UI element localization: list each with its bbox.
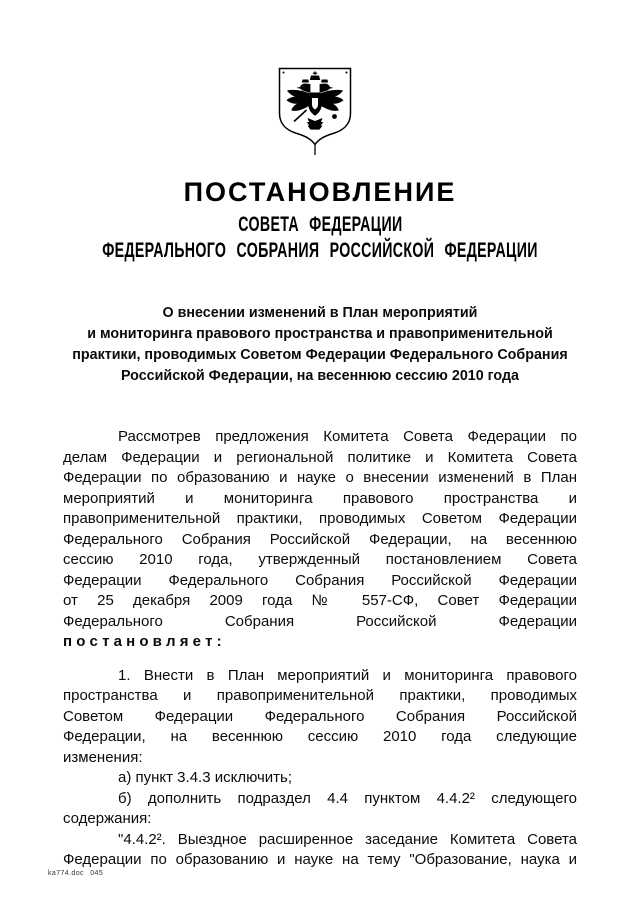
text-line: Федерального Собрания Российской Федерации	[63, 612, 577, 630]
org-name-line-2-text: ФЕДЕРАЛЬНОГО СОБРАНИЯ РОССИЙСКОЙ ФЕДЕРАЦИИ	[102, 238, 538, 262]
text-line: Советом Федерации Федерального Собрания Российской	[63, 707, 577, 725]
file-reference-note: ka774.doc 045	[48, 870, 104, 877]
text-line: Федерации по образованию и науке на тему "Образование, наука и	[63, 851, 577, 868]
coat-of-arms	[277, 66, 353, 158]
org-name-line-1	[0, 212, 640, 236]
double-headed-eagle-icon	[277, 66, 353, 158]
text-line: делам Федерации и региональной политике и Комитета Совета	[63, 448, 577, 466]
text-line: и мониторинга правового пространства и правоприменительной	[87, 326, 553, 342]
text-line: Федерального Собрания Российской Федерации, на весеннюю	[63, 530, 577, 548]
text-line: О внесении изменений в План мероприятий	[162, 305, 478, 321]
text-line: изменения:	[63, 748, 143, 766]
subclause-a-paragraph	[63, 768, 577, 789]
resolves-keyword: п о с т а н о в л я е т :	[63, 633, 222, 650]
text-line: 1. Внести в План мероприятий и мониторинга правового	[118, 666, 577, 684]
text-line: а) пункт 3.4.3 исключить;	[118, 769, 293, 786]
inserted-item-paragraph	[63, 830, 577, 871]
text-line: практики, проводимых Советом Федерации Федерального Собрания	[72, 347, 568, 363]
text-line: от 25 декабря 2009 года № 557-СФ, Совет Федерации	[63, 592, 577, 609]
text-line: Федерации, на весеннюю сессию 2010 года следующие	[63, 728, 577, 745]
subclause-b-paragraph	[63, 789, 577, 830]
document-kind-heading: ПОСТАНОВЛЕНИЕ	[183, 177, 457, 207]
text-line: Федерации по образованию и науке о внесении изменений в План	[63, 469, 577, 486]
text-line: б) дополнить подраздел 4.4 пунктом 4.4.2² следующего	[118, 789, 577, 807]
preamble-paragraph	[63, 427, 577, 653]
text-line: "4.4.2². Выездное расширенное заседание Комитета Совета	[118, 830, 577, 848]
preamble-lines	[63, 427, 577, 632]
text-line: содержания:	[63, 810, 152, 827]
text-line: правоприменительной практики, проводимых Советом Федерации	[63, 510, 577, 527]
org-name-line-1-text: СОВЕТА ФЕДЕРАЦИИ	[237, 212, 403, 236]
clause-1-paragraph	[63, 666, 577, 769]
text-line: мероприятий и мониторинга правового пространства и	[63, 489, 577, 507]
text-line: Рассмотрев предложения Комитета Совета Федерации по	[118, 428, 577, 445]
text-line: сессию 2010 года, утвержденный постановлением Совета	[63, 551, 577, 568]
text-line: пространства и правоприменительной практики, проводимых	[63, 687, 577, 704]
org-name-line-2	[0, 238, 640, 262]
document-body	[63, 427, 577, 871]
text-line: Федерации Федерального Собрания Российской Федерации	[63, 571, 577, 589]
document-title	[63, 303, 577, 387]
text-line: Российской Федерации, на весеннюю сессию 2010 года	[121, 368, 519, 384]
